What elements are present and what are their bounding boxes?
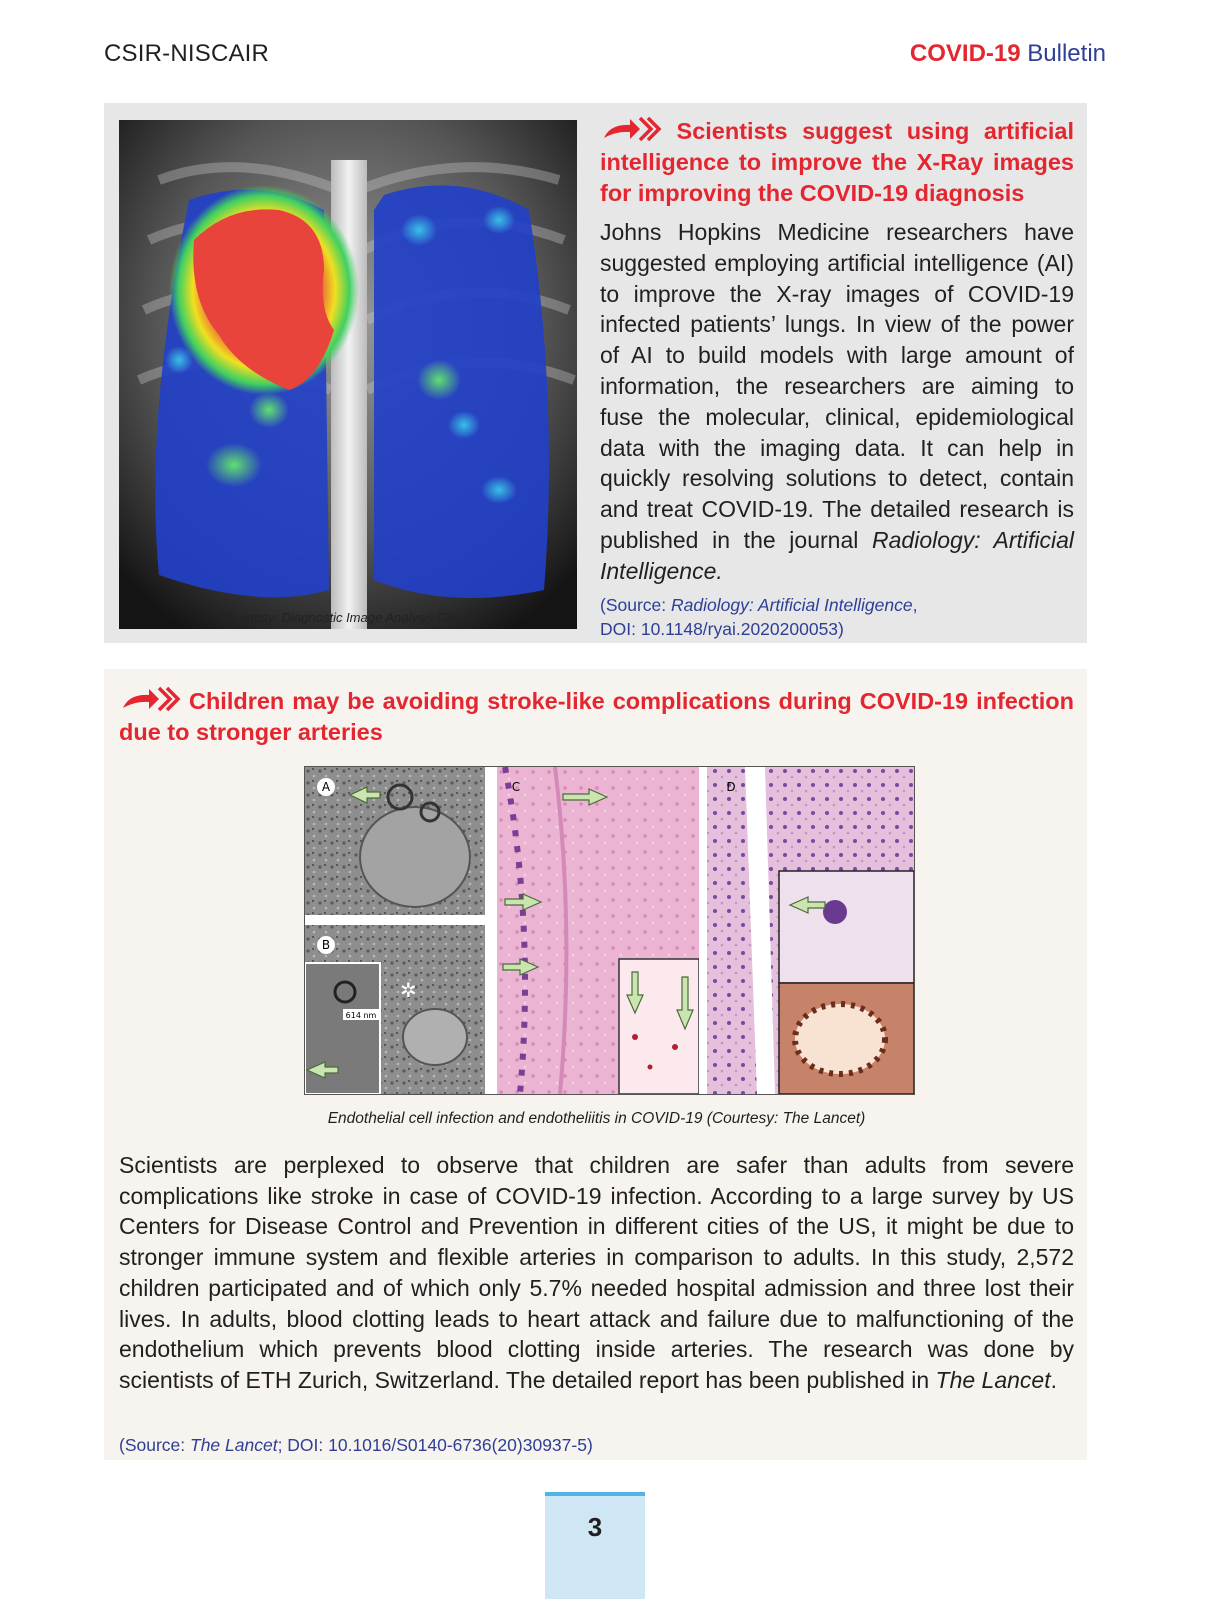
panel-label-b: B	[321, 938, 331, 952]
panel-label-c: C	[511, 780, 521, 794]
source-doi: DOI: 10.1148/ryai.2020200053)	[600, 619, 844, 639]
article1-body-text: Johns Hopkins Medicine researchers have suggested employing artificial intelligence (AI) to improve the X-ray images of COVID-19 infected patients’ lungs. In view of the power of AI to build models with large amount of information, the researchers are aiming to fuse the molecular, clinical, epidemiological data with the imaging data. It can help in quickly resolving solutions to detect, contain and treat COVID-19. The detailed research is published in the journal	[600, 219, 1074, 553]
article1-headline	[600, 116, 1074, 209]
source-journal: The Lancet	[190, 1435, 278, 1455]
red-arrow-icon	[600, 116, 662, 142]
publisher-name: CSIR-NISCAIR	[104, 40, 270, 67]
article2-headline-text: Children may be avoiding stroke-like complications during COVID-19 infection due to stronger arteries	[119, 688, 1075, 745]
source-prefix: (Source:	[119, 1435, 190, 1455]
article-ai-xray	[104, 103, 1087, 643]
chest-xray-heatmap-image	[119, 120, 577, 629]
article2-body-text: Scientists are perplexed to observe that children are safer than adults from severe complications like stroke in case of COVID-19 infection. According to a large survey by US Centers for Disease Control and Prevention in different cities of the US, it might be due to stronger immune system and flexible arteries in comparison to adults. In this study, 2,572 children participated and of which only 5.7% needed hospital admission and three lost their lives. In adults, blood clotting leads to heart attack and failure due to malfunctioning of the endothelium which prevents blood clotting inside arteries. The research was done by scientists of ETH Zurich, Switzerland. The detailed report has been published in	[119, 1152, 1074, 1393]
article1-headline-text: Scientists suggest using artificial intelligence to improve the X-Ray images for improving the COVID-19 diagnosis	[600, 118, 1074, 206]
article2-headline	[119, 686, 1074, 748]
microscopy-image-caption: Endothelial cell infection and endotheliitis in COVID-19 (Courtesy: The Lancet)	[327, 1110, 866, 1127]
article2-body	[119, 1150, 1074, 1396]
bulletin-title	[910, 40, 1106, 68]
source-suffix: ,	[912, 595, 918, 615]
xray-image-caption: (Courtesy: Diagnostic Image Analysis Group)	[218, 610, 478, 625]
article2-source	[119, 1433, 1074, 1457]
scale-bar-label: 614 nm	[345, 1011, 377, 1020]
bulletin-covid-label: COVID-19	[909, 40, 1021, 67]
red-arrow-icon	[119, 686, 181, 712]
svg-text:✲: ✲	[400, 978, 417, 1002]
endothelial-microscopy-image	[304, 766, 915, 1095]
source-prefix: (Source:	[600, 595, 671, 615]
bulletin-label: Bulletin	[1027, 40, 1106, 67]
article1-body	[600, 217, 1074, 587]
panel-label-a: A	[321, 780, 331, 794]
article-children-arteries	[104, 669, 1087, 1460]
article1-journal-name: Radiology: Artificial Intelligence.	[600, 526, 1075, 584]
panel-label-d: D	[726, 780, 736, 794]
article1-source	[600, 593, 1074, 641]
article2-body-end: .	[1050, 1366, 1057, 1393]
source-journal: Radiology: Artificial Intelligence	[671, 595, 913, 615]
source-suffix: ; DOI: 10.1016/S0140-6736(20)30937-5)	[277, 1435, 593, 1455]
article2-journal-name: The Lancet	[935, 1366, 1051, 1393]
page-number: 3	[545, 1492, 645, 1599]
